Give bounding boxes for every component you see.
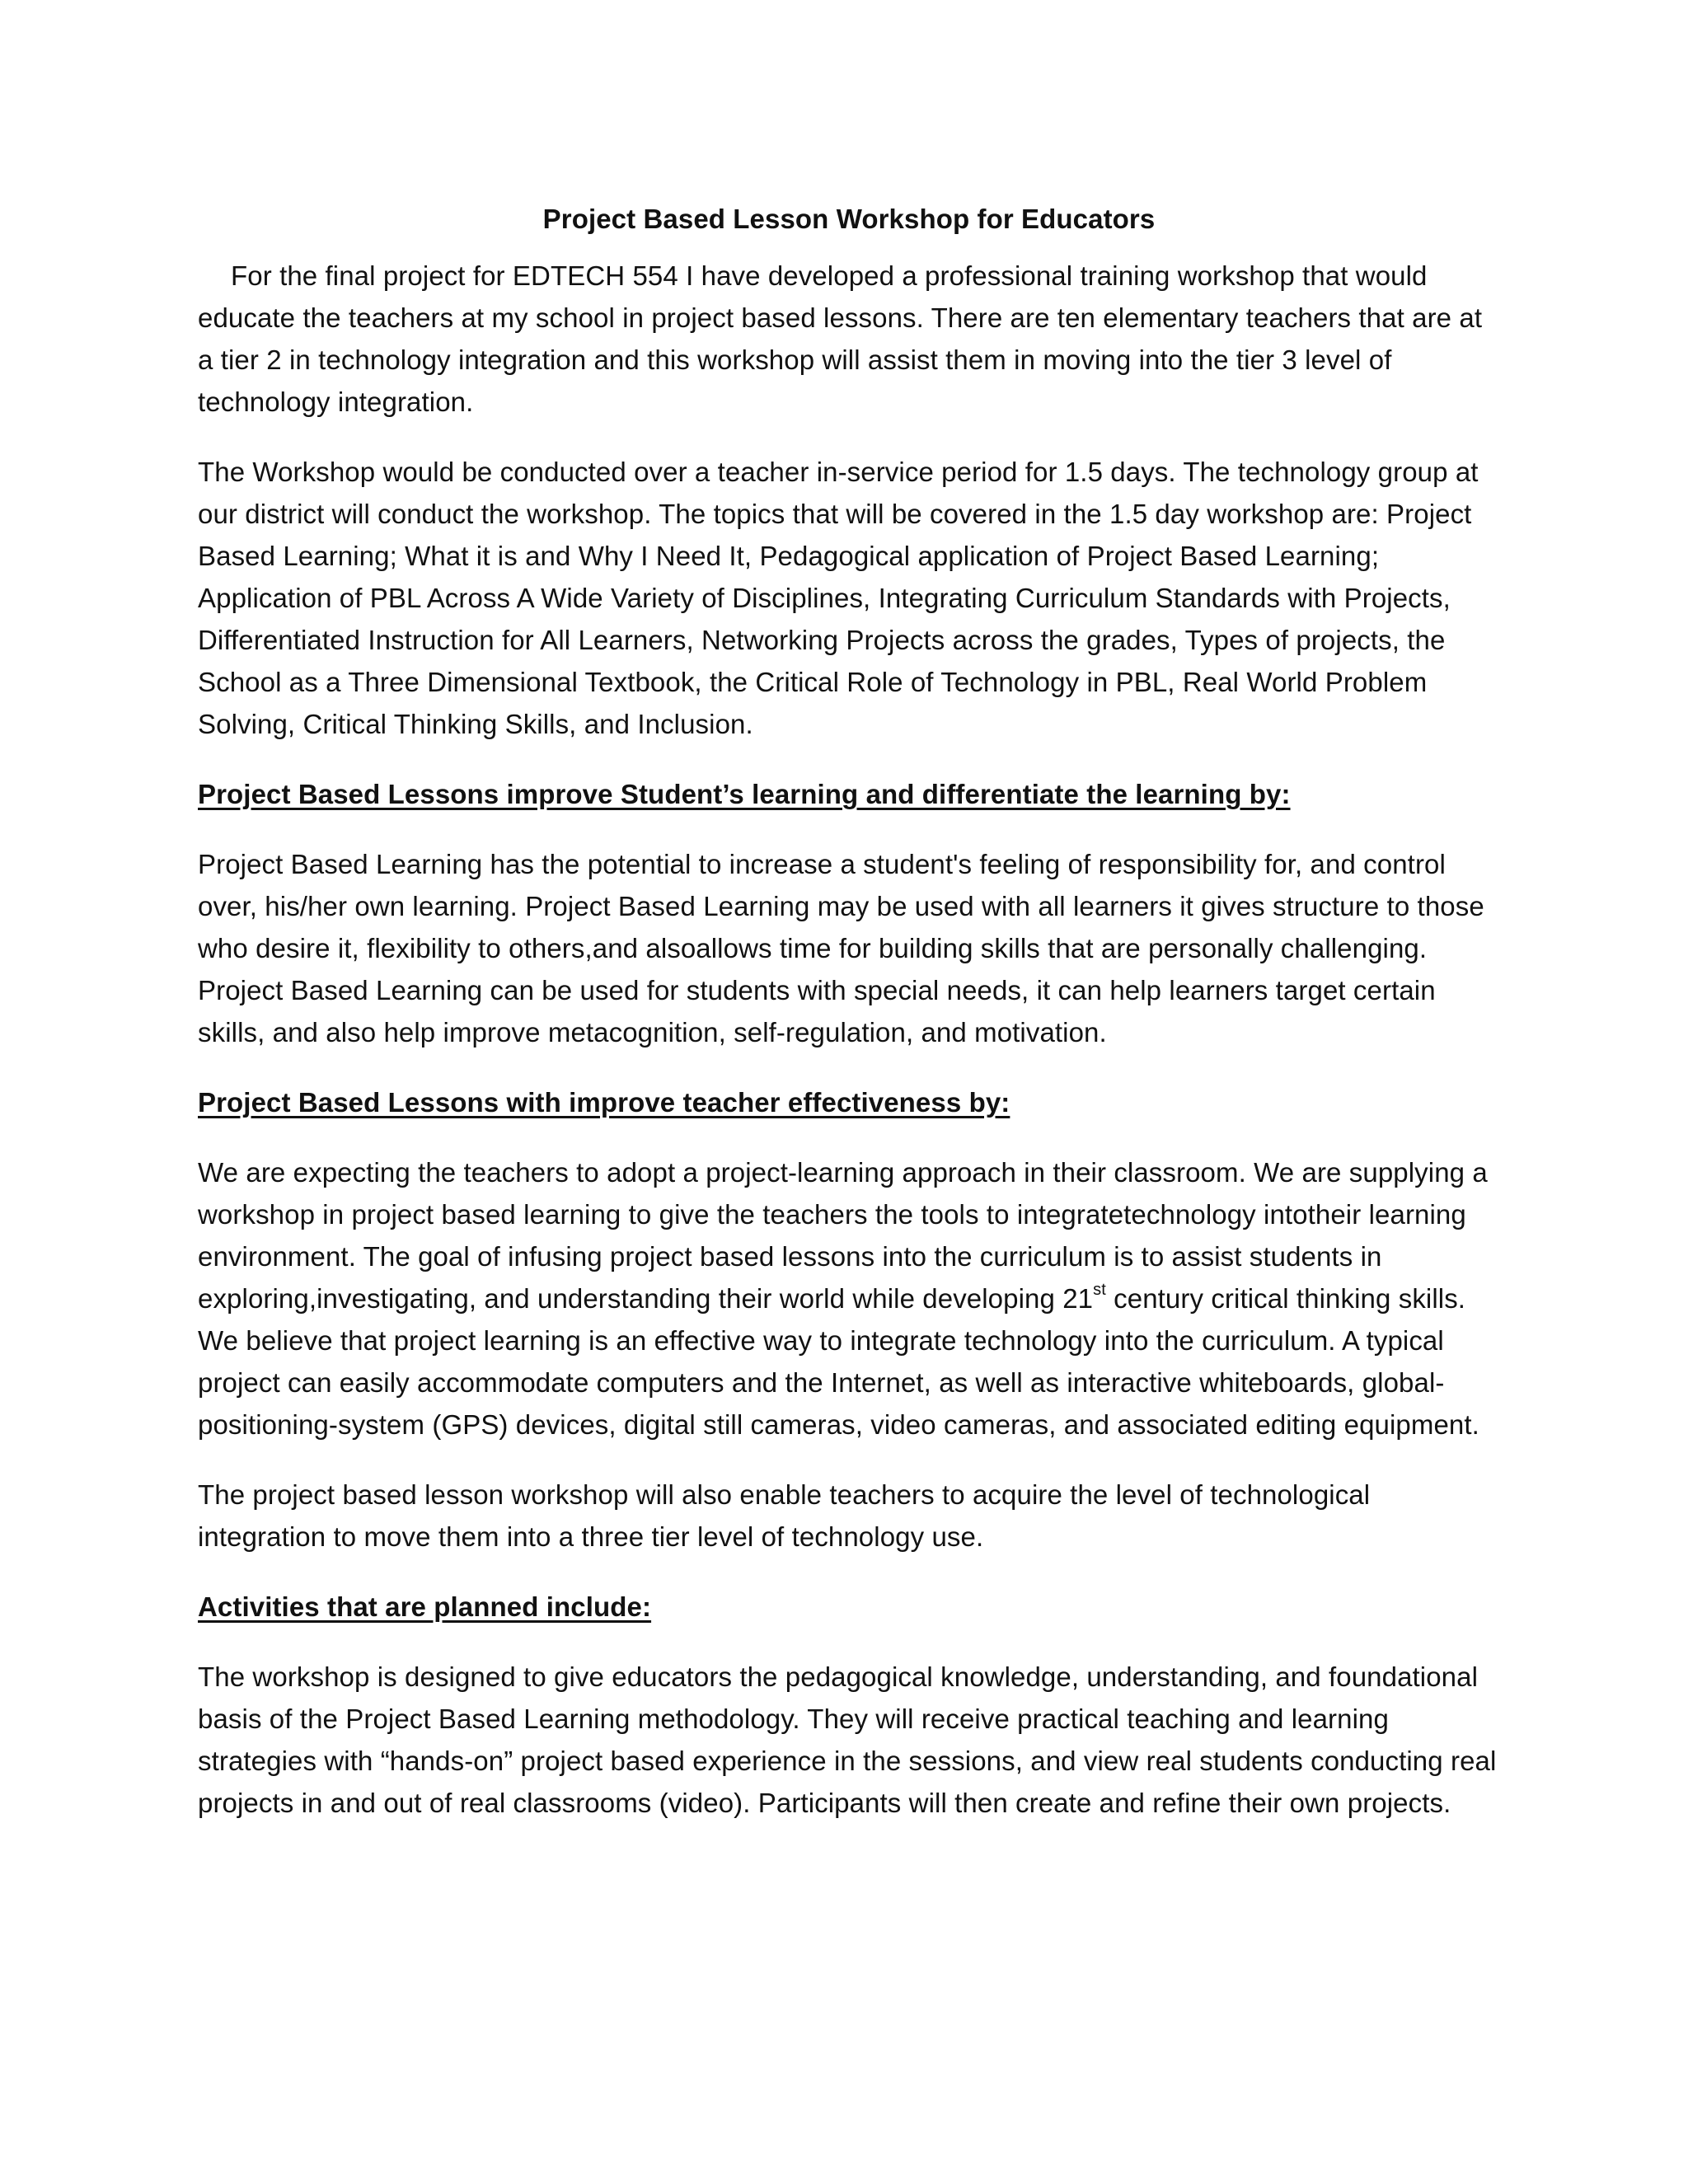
- technology-tier-paragraph: The project based lesson workshop will also enable teachers to acquire the level of technological integration to move them into a three tier level of technology use.: [198, 1479, 1371, 1552]
- intro-paragraph: For the final project for EDTECH 554 I have developed a professional training workshop that would educate the teachers at my school in project based lessons. There are ten elementary teachers that are at a tier 2 in technology integration and this workshop will assist them in moving into the tier 3 level of technology integration.: [198, 260, 1483, 417]
- document-title: Project Based Lesson Workshop for Educators: [542, 204, 1156, 234]
- workshop-paragraph: The Workshop would be conducted over a teacher in-service period for 1.5 days. The technology group at our district will conduct the workshop. The topics that will be covered in the 1.5 day workshop are: Project Based Learning; What it is and Why I Need It, Pedagogical application of Project Based Learning; Application of PBL Across A Wide Variety of Disciplines, Integrating Curriculum Standards with Projects, Differentiated Instruction for All Learners, Networking Projects across the grades, Types of projects, the School as a Three Dimensional Textbook, the Critical Role of Technology in PBL, Real World Problem Solving, Critical Thinking Skills, and Inclusion.: [198, 457, 1479, 739]
- section-heading-teacher-effectiveness: Project Based Lessons with improve teacher effectiveness by:: [198, 1087, 1010, 1118]
- teacher-effectiveness-text-1: We are expecting the teachers to adopt a project-learning approach in their classroom. We are supplying a workshop in project based learning to give the teachers the tools to integratetechnology intotheir learning environment. The goal of infusing project based lessons into the curriculum is to assist students in exploring,investigating, and understanding their world while developing 21: [198, 1157, 1488, 1314]
- student-learning-paragraph: Project Based Learning has the potential to increase a student's feeling of responsibility for, and control over, his/her own learning. Project Based Learning may be used with all learners it gives structure to those who desire it, flexibility to others,and alsoallows time for building skills that are personally challenging. Project Based Learning can be used for students with special needs, it can help learners target certain skills, and also help improve metacognition, self-regulation, and motivation.: [198, 849, 1484, 1047]
- section-heading-activities: Activities that are planned include:: [198, 1591, 652, 1622]
- section-heading-student-learning: Project Based Lessons improve Student’s learning and differentiate the learning by:: [198, 779, 1291, 809]
- teacher-effectiveness-paragraph: [198, 1151, 1500, 1446]
- ordinal-suffix: st: [1093, 1281, 1106, 1299]
- teacher-effectiveness-text-2: century critical thinking skills. We believe that project learning is an effective way to integrate technology into the curriculum. A typical project can easily accommodate computers and the Internet, as well as interactive whiteboards, global-positioning-system (GPS) devices, digital still cameras, video cameras, and associated editing equipment.: [198, 1283, 1479, 1440]
- activities-paragraph: The workshop is designed to give educators the pedagogical knowledge, understanding, and foundational basis of the Project Based Learning methodology. They will receive practical teaching and learning strategies with “hands-on” project based experience in the sessions, and view real students conducting real projects in and out of real classrooms (video). Participants will then create and refine their own projects.: [198, 1661, 1497, 1818]
- document-body: [198, 198, 1500, 1852]
